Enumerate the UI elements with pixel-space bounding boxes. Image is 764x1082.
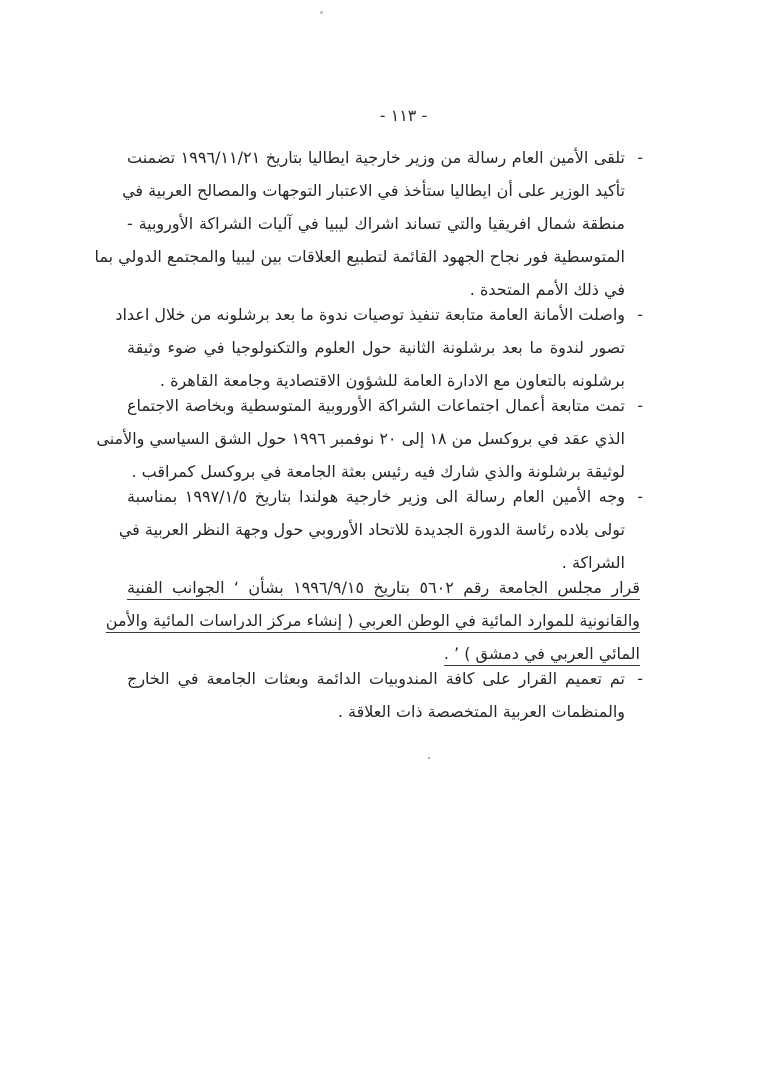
text-line: تم تعميم القرار على كافة المندوبيات الدائمة وبعثات الجامعة في الخارج	[127, 669, 625, 688]
text-line: لوثيقة برشلونة والذي شارك فيه رئيس بعثة الجامعة في بروكسل كمراقب .	[131, 462, 625, 481]
text-line: الذي عقد في بروكسل من ١٨ إلى ٢٠ نوفمبر ١٩٩٦ حول الشق السياسي والأمنى	[96, 429, 625, 448]
text-line: المتوسطية فور نجاح الجهود القائمة لتطبيع العلاقات بين ليبيا والمجتمع الدولي بما	[94, 247, 625, 266]
text-line: تولى بلاده رئاسة الدورة الجديدة للاتحاد الأوروبي حول وجهة النظر العربية في	[118, 520, 625, 539]
text-line: واصلت الأمانة العامة متابعة تنفيذ توصيات ندوة ما بعد برشلونه من خلال اعداد	[115, 305, 625, 324]
bulleted-paragraph	[115, 298, 643, 397]
text-line: المائي العربي في دمشق ) ’ .	[443, 644, 640, 663]
bullet-dash: -	[637, 669, 643, 688]
bulleted-paragraph	[94, 141, 643, 306]
underlined-heading	[105, 571, 640, 670]
text-line: في ذلك الأمم المتحدة .	[469, 280, 625, 299]
bulleted-paragraph	[96, 389, 643, 488]
bullet-dash: -	[637, 487, 643, 506]
text-line: تمت متابعة أعمال اجتماعات الشراكة الأوروبية المتوسطية وبخاصة الاجتماع	[127, 396, 625, 415]
text-line: تصور لندوة ما بعد برشلونة الثانية حول العلوم والتكنولوجيا في ضوء وثيقة	[127, 338, 625, 357]
text-line: برشلونه بالتعاون مع الادارة العامة للشؤون الاقتصادية وجامعة القاهرة .	[159, 371, 625, 390]
scan-artifact-dot	[320, 11, 323, 14]
text-line: منطقة شمال افريقيا والتي تساند اشراك ليبيا في آليات الشراكة الأوروبية -	[127, 214, 625, 233]
scan-artifact-dot	[428, 757, 430, 759]
bulleted-paragraph	[118, 480, 643, 579]
text-line: والقانونية للموارد المائية في الوطن العربي ( إنشاء مركز الدراسات المائية والأمن	[105, 611, 640, 630]
bulleted-paragraph	[127, 662, 643, 728]
text-line: وجه الأمين العام رسالة الى وزير خارجية هولندا بتاريخ ١٩٩٧/١/٥ بمناسبة	[127, 487, 625, 506]
text-line: والمنظمات العربية المتخصصة ذات العلاقة .	[337, 702, 625, 721]
text-line: قرار مجلس الجامعة رقم ٥٦٠٢ بتاريخ ١٩٩٦/٩/١٥ بشأن ‘ الجوانب الفنية	[127, 578, 640, 597]
text-line: الشراكة .	[561, 553, 625, 572]
document-body	[94, 141, 643, 728]
page-number: - ١١٣ -	[379, 106, 428, 125]
text-line: تلقى الأمين العام رسالة من وزير خارجية ايطاليا بتاريخ ١٩٩٦/١١/٢١ تضمنت	[127, 148, 626, 167]
text-line: تأكيد الوزير على أن ايطاليا ستأخذ في الاعتبار التوجهات والمصالح العربية في	[122, 181, 625, 200]
bullet-dash: -	[637, 148, 643, 167]
bullet-dash: -	[637, 305, 643, 324]
bullet-dash: -	[637, 396, 643, 415]
